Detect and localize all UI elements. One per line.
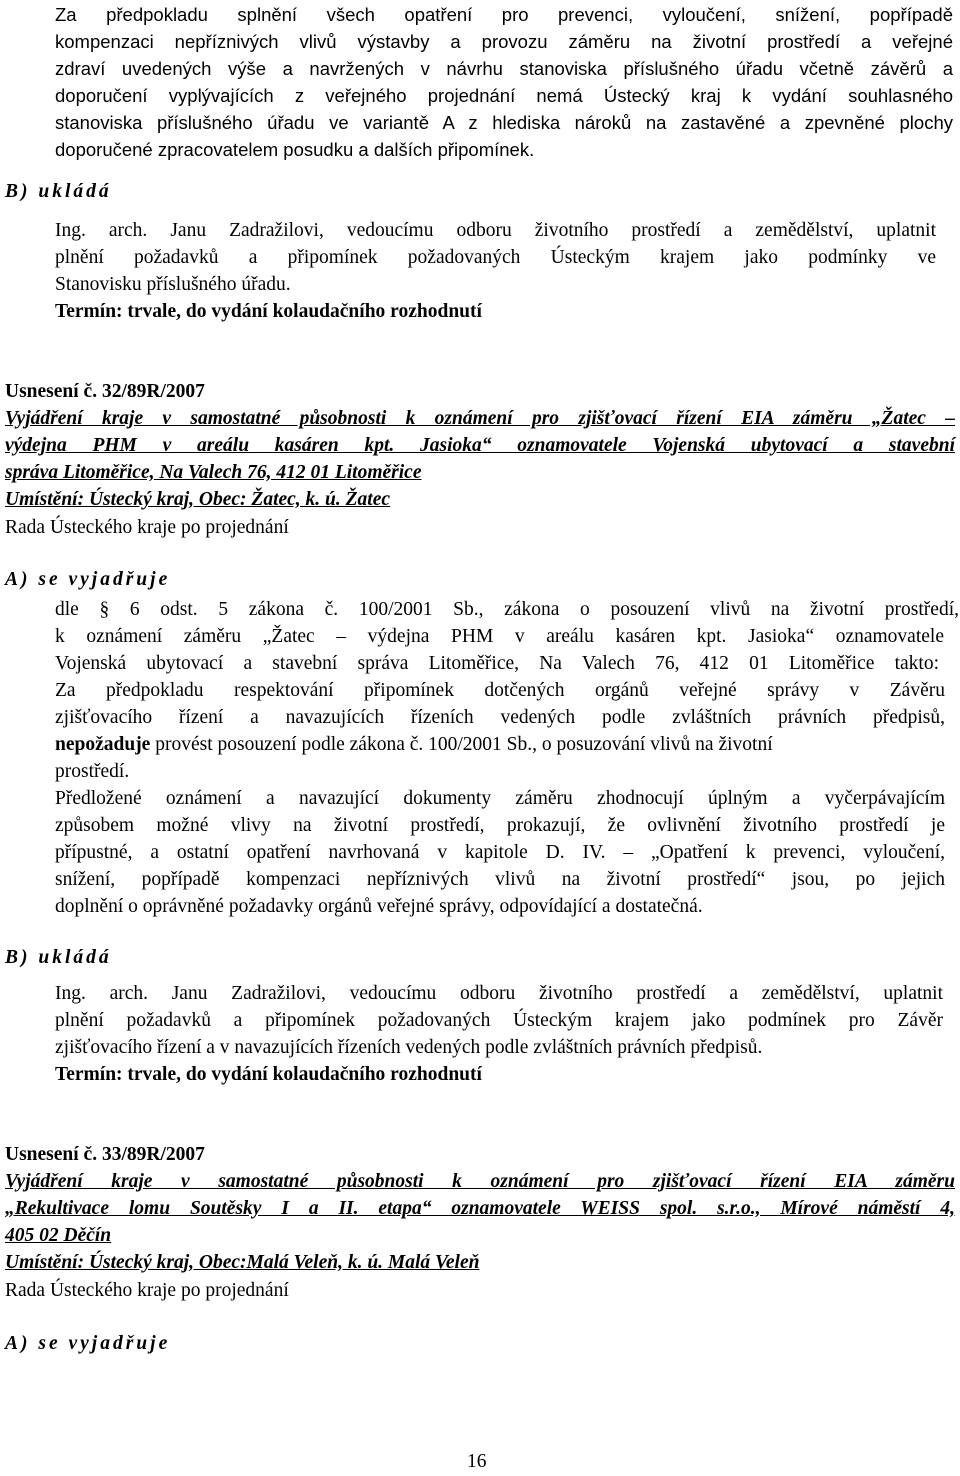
resolution-title-line: správa Litoměřice, Na Valech 76, 412 01 Litoměřice [5,462,422,483]
body-line: způsobem možné vlivy na životní prostředí, prokazují, že ovlivnění životního prostředí je [55,815,945,836]
resolution-title-line: 405 02 Děčín [5,1225,112,1246]
section-heading-uklada: B) ukládá [5,181,112,202]
council-line: Rada Ústeckého kraje po projednání [5,1280,289,1301]
body-line: Za předpokladu respektování připomínek dotčených orgánů veřejné správy v Závěru [55,680,945,701]
paragraph-line: zdraví uvedených výše a navržených v návrhu stanoviska příslušného úřadu včetně závěrů a [55,58,953,79]
resolution-title-line: „Rekultivace lomu Soutěsky I a II. etapa“ oznamovatele WEISS spol. s.r.o., Mírové náměstí 4, [5,1198,955,1219]
resolution-title-line: Vyjádření kraje v samostatné působnosti k oznámení pro zjišťovací řízení EIA záměru „Žatec – [5,408,955,429]
body-line: k oznámení záměru „Žatec – výdejna PHM v areálu kasáren kpt. Jasioka“ oznamovatele [55,626,944,647]
body-line: zjišťovacího řízení a navazujících řízeních vedených podle zvláštních právních předpisů, [55,707,945,728]
page-number: 16 [467,1451,487,1472]
body-line: přípustné, a ostatní opatření navrhovaná v kapitole D. IV. – „Opatření k prevenci, vyloučení, [55,842,945,863]
location: Umístění: Ústecký kraj, Obec:Malá Veleň, k. ú. Malá Veleň [5,1252,480,1273]
body-line: Vojenská ubytovací a stavební správa Litoměřice, Na Valech 76, 412 01 Litoměřice takto: [55,653,939,674]
task-line: zjišťovacího řízení a v navazujících řízeních vedených podle zvláštních právních předpisů. [55,1037,763,1058]
task-line: Ing. arch. Janu Zadražilovi, vedoucímu odboru životního prostředí a zemědělství, uplatnit [55,220,936,241]
task-line: plnění požadavků a připomínek požadovaných Ústeckým krajem jako podmínek pro Závěr [55,1010,943,1031]
council-line: Rada Ústeckého kraje po projednání [5,517,289,538]
paragraph-line: Za předpokladu splnění všech opatření pro prevenci, vyloučení, snížení, popřípadě [55,4,953,25]
section-heading-uklada: B) ukládá [5,947,112,968]
paragraph-line: kompenzaci nepříznivých vlivů výstavby a provozu záměru na životní prostředí a veřejné [55,31,953,52]
resolution-title-line: výdejna PHM v areálu kasáren kpt. Jasioka“ oznamovatele Vojenská ubytovací a stavební [5,435,955,456]
resolution-title-line: Vyjádření kraje v samostatné působnosti k oznámení pro zjišťovací řízení EIA záměru [5,1171,955,1192]
task-line: Ing. arch. Janu Zadražilovi, vedoucímu odboru životního prostředí a zemědělství, uplatnit [55,983,943,1004]
paragraph-line: doporučení vyplývajících z veřejného projednání nemá Ústecký kraj k vydání souhlasného [55,85,953,106]
body-line: snížení, popřípadě kompenzaci nepříznivých vlivů na životní prostředí“ jsou, po jejich [55,869,945,890]
body-line: doplnění o oprávněné požadavky orgánů veřejné správy, odpovídající a dostatečná. [55,896,703,917]
body-line: nepožaduje provést posouzení podle zákona č. 100/2001 Sb., o posuzování vlivů na životní [55,734,773,755]
section-heading-vyjadruje: A) se vyjadřuje [5,569,171,590]
resolution-label: Usnesení č. 33/89R/2007 [5,1144,205,1165]
deadline: Termín: trvale, do vydání kolaudačního rozhodnutí [55,301,482,322]
section-heading-vyjadruje: A) se vyjadřuje [5,1333,171,1354]
deadline: Termín: trvale, do vydání kolaudačního rozhodnutí [55,1064,482,1085]
resolution-label: Usnesení č. 32/89R/2007 [5,381,205,402]
body-line: prostředí. [55,761,130,782]
body-line: Předložené oznámení a navazující dokumenty záměru zhodnocují úplným a vyčerpávajícím [55,788,945,809]
paragraph-line: stanoviska příslušného úřadu ve variantě A z hlediska nároků na zastavěné a zpevněné plochy [55,112,953,133]
task-line: plnění požadavků a připomínek požadovaných Ústeckým krajem jako podmínky ve [55,247,936,268]
location: Umístění: Ústecký kraj, Obec: Žatec, k. ú. Žatec [5,489,391,510]
paragraph-line: doporučené zpracovatelem posudku a dalších připomínek. [55,139,535,160]
task-line: Stanovisku příslušného úřadu. [55,274,291,295]
body-line: dle § 6 odst. 5 zákona č. 100/2001 Sb., zákona o posouzení vlivů na životní prostředí, [55,599,959,620]
emphasis: nepožaduje [55,734,151,755]
